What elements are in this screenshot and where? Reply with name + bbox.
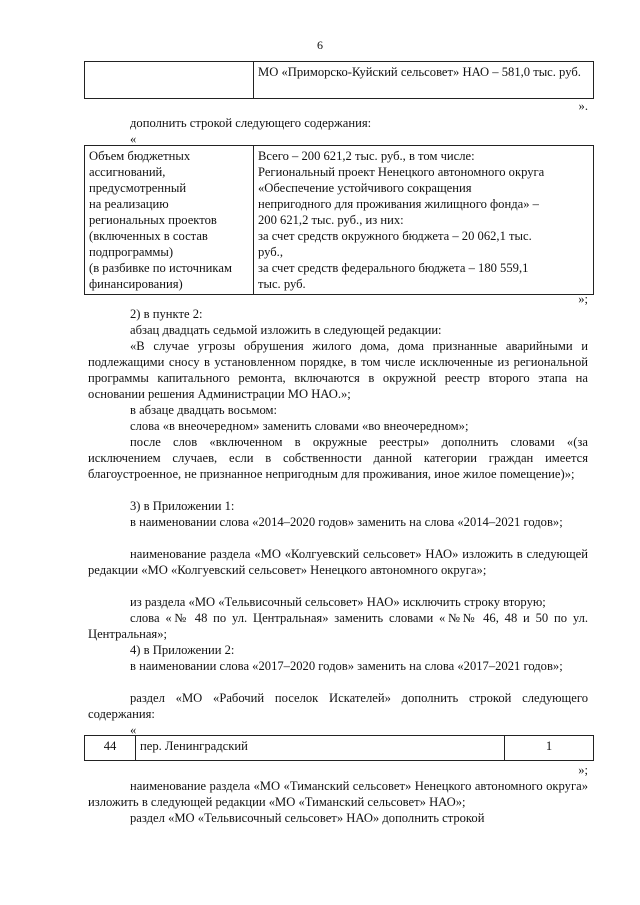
table2-left-line: региональных проектов: [89, 213, 217, 227]
page-number: 6: [317, 38, 323, 52]
paragraph: наименование раздела «МО «Тиманский сельсовет» Ненецкого автономного округа» изложить в следующей редакции «МО «Тиманский сельсовет» НАО»;: [88, 779, 588, 809]
table2-right-line: Всего – 200 621,2 тыс. руб., в том числе:: [258, 149, 475, 163]
item-2-heading: 2) в пункте 2:: [130, 307, 203, 321]
item-4-heading: 4) в Приложении 2:: [130, 643, 235, 657]
paragraph: в наименовании слова «2017–2020 годов» заменить на слова «2017–2021 годов»;: [130, 659, 563, 673]
budget-table-top: [84, 61, 594, 99]
paragraph: слова «в внеочередном» заменить словами «во внеочередном»;: [130, 419, 469, 433]
paragraph: слова «№ 48 по ул. Центральная» заменить словами «№№ 46, 48 и 50 по ул. Центральная»;: [88, 611, 588, 641]
table2-left-line: финансирования): [89, 277, 183, 291]
paragraph: раздел «МО «Тельвисочный сельсовет» НАО» дополнить строкой: [130, 811, 485, 825]
table2-right-line: 200 621,2 тыс. руб., из них:: [258, 213, 404, 227]
paragraph: наименование раздела «МО «Колгуевский сельсовет» НАО» изложить в следующей редакции «МО «Колгуевский сельсовет» Ненецкого автономного округа»;: [88, 547, 588, 577]
closing-quote-2: »;: [578, 292, 588, 306]
closing-quote-3: »;: [578, 763, 588, 777]
paragraph: из раздела «МО «Тельвисочный сельсовет» НАО» исключить строку вторую;: [130, 595, 546, 609]
table1-left-cell: [85, 62, 254, 99]
open-quote-2: «: [130, 723, 137, 737]
table2-right-line: за счет средств федерального бюджета – 180 559,1: [258, 261, 529, 275]
add-row-intro: дополнить строкой следующего содержания:: [130, 116, 372, 130]
street-count-cell: 1: [505, 736, 594, 761]
table2-left-line: на реализацию: [89, 197, 169, 211]
paragraph: после слов «включенном в окружные реестры» дополнить словами «(за исключением случаев, если в собственности данной категории граждан имеется благоустроенное, не признанное непригодным для проживания, иное жилое помещение)»;: [88, 435, 588, 481]
paragraph: в абзаце двадцать восьмом:: [130, 403, 278, 417]
table2-left-line: (в разбивке по источникам: [89, 261, 232, 275]
street-number-cell: 44: [85, 736, 136, 761]
table2-left-line: Объем бюджетных: [89, 149, 191, 163]
street-table: [84, 735, 594, 761]
item-3-heading: 3) в Приложении 1:: [130, 499, 235, 513]
table2-right-line: непригодного для проживания жилищного фонда» –: [258, 197, 539, 211]
table2-right-line: за счет средств окружного бюджета – 20 062,1 тыс.: [258, 229, 532, 243]
table2-right-line: Региональный проект Ненецкого автономного округа: [258, 165, 545, 179]
table1-right-cell: МО «Приморско-Куйский сельсовет» НАО – 581,0 тыс. руб.: [254, 62, 594, 99]
table2-left-line: (включенных в состав: [89, 229, 208, 243]
paragraph: в наименовании слова «2014–2020 годов» заменить на слова «2014–2021 годов»;: [130, 515, 563, 529]
open-quote-1: «: [130, 132, 137, 146]
table2-left-cell: [85, 146, 254, 295]
table2-right-line: тыс. руб.: [258, 277, 306, 291]
table2-right-line: руб.,: [258, 245, 283, 259]
paragraph: абзац двадцать седьмой изложить в следующей редакции:: [130, 323, 442, 337]
table2-left-line: ассигнований,: [89, 165, 166, 179]
paragraph: «В случае угрозы обрушения жилого дома, дома признанные аварийными и подлежащими сносу в установленном порядке, в том числе исключенные из региональной программы капитального ремонта, включаются в окружной реестр второго этапа на основании решения Администрации МО НАО.»;: [88, 339, 588, 401]
table2-left-line: подпрограммы): [89, 245, 174, 259]
budget-table: [84, 145, 594, 295]
street-name-cell: пер. Ленинградский: [136, 736, 505, 761]
table2-right-line: «Обеспечение устойчивого сокращения: [258, 181, 472, 195]
table2-right-cell: [254, 146, 594, 295]
table2-left-line: предусмотренный: [89, 181, 187, 195]
closing-quote-1: ».: [578, 99, 588, 113]
paragraph: раздел «МО «Рабочий поселок Искателей» дополнить строкой следующего содержания:: [88, 691, 588, 721]
